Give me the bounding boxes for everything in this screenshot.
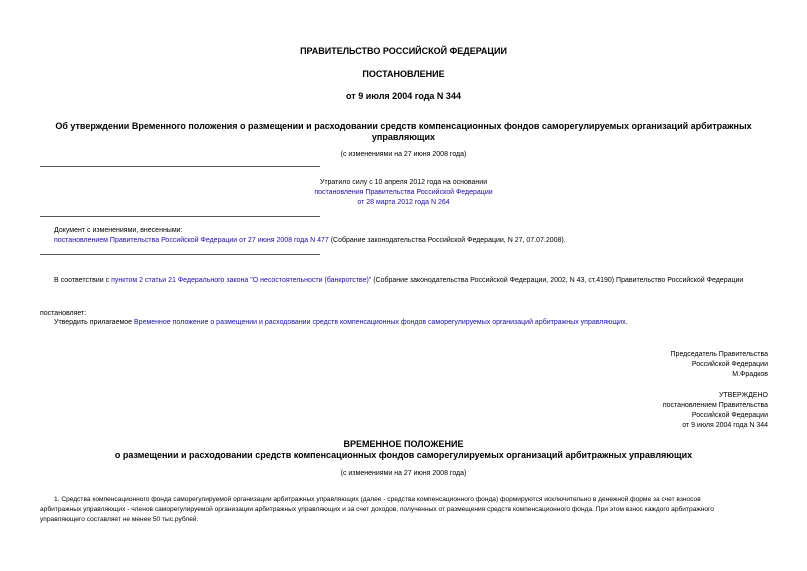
preamble-text-start: В соответствии с [54, 277, 112, 284]
regulation-item1-line3: управляющего составляет не менее 50 тыс.рублей. [40, 516, 199, 523]
regulation-subtitle: о размещении и расходовании средств компенсационных фондов саморегулируемых организаций арбитражных управляющих [114, 450, 693, 460]
regulation-item1-line2: арбитражных управляющих - членов саморегулируемой организации арбитражных управляющих и за счет доходов, полученных от размещения средств компенсационного фонда. При этом взнос каждого арбитражного [40, 506, 714, 513]
signature-name: М.Фрадков [732, 371, 768, 378]
document-title-line1: Об утверждении Временного положения о размещении и расходовании средств компенсационных фондов саморегулируемых организаций арбитражных [55, 121, 752, 131]
approve-text-end: . [625, 319, 628, 326]
paragraph-preamble [54, 277, 743, 284]
decrees-word: постановляет: [40, 310, 87, 317]
changes-link[interactable]: постановлением Правительства Российской Федерации от 27 июня 2008 года N 477 [54, 237, 329, 244]
signature-title: Председатель Правительства [670, 351, 768, 358]
signature-country: Российской Федерации [691, 361, 768, 368]
lost-force-note: Утратило силу с 10 апреля 2012 года на основании [319, 179, 488, 186]
paragraph-approve [54, 319, 628, 326]
approved-country: Российской Федерации [691, 412, 768, 419]
changes-source: (Собрание законодательства Российской Федерации, N 27, 07.07.2008). [328, 237, 566, 244]
approved-by: постановлением Правительства [662, 402, 768, 409]
approve-text-start: Утвердить прилагаемое [54, 319, 135, 326]
lost-force-link-line2[interactable]: от 28 марта 2012 года N 264 [357, 199, 450, 206]
law-article-link[interactable]: пунктом 2 статьи 21 Федерального закона "О несостоятельности (банкротстве)" [111, 277, 372, 284]
approved-date: от 9 июля 2004 года N 344 [682, 422, 768, 429]
regulation-item1-line1: 1. Средства компенсационного фонда саморегулируемой организации арбитражных управляющих (далее - средства компенсационного фонда) формируются исключительно в денежной форме за счет взносов [54, 496, 701, 503]
divider [40, 166, 320, 167]
changes-intro: Документ с изменениями, внесенными: [54, 227, 183, 234]
document-type: ПОСТАНОВЛЕНИЕ [362, 69, 445, 79]
preamble-text-end: (Собрание законодательства Российской Федерации, 2002, N 43, ст.4190) Правительство Российской Федерации [371, 277, 744, 284]
government-name: ПРАВИТЕЛЬСТВО РОССИЙСКОЙ ФЕДЕРАЦИИ [300, 46, 507, 56]
document-date-number: от 9 июля 2004 года N 344 [346, 91, 461, 101]
approved-label: УТВЕРЖДЕНО [718, 392, 768, 399]
regulation-amendment-note: (с изменениями на 27 июня 2008 года) [340, 470, 467, 477]
divider [40, 254, 320, 255]
lost-force-link-line1[interactable]: постановления Правительства Российской Федерации [314, 189, 493, 196]
changes-reference [54, 237, 566, 244]
divider [40, 216, 320, 217]
regulation-link[interactable]: Временное положение о размещении и расходовании средств компенсационных фондов саморегулируемых организаций арбитражных управляющих [134, 319, 626, 326]
regulation-title: ВРЕМЕННОЕ ПОЛОЖЕНИЕ [343, 439, 464, 449]
document-title-line2: управляющих [371, 132, 436, 142]
amendment-note: (с изменениями на 27 июня 2008 года) [340, 151, 467, 158]
